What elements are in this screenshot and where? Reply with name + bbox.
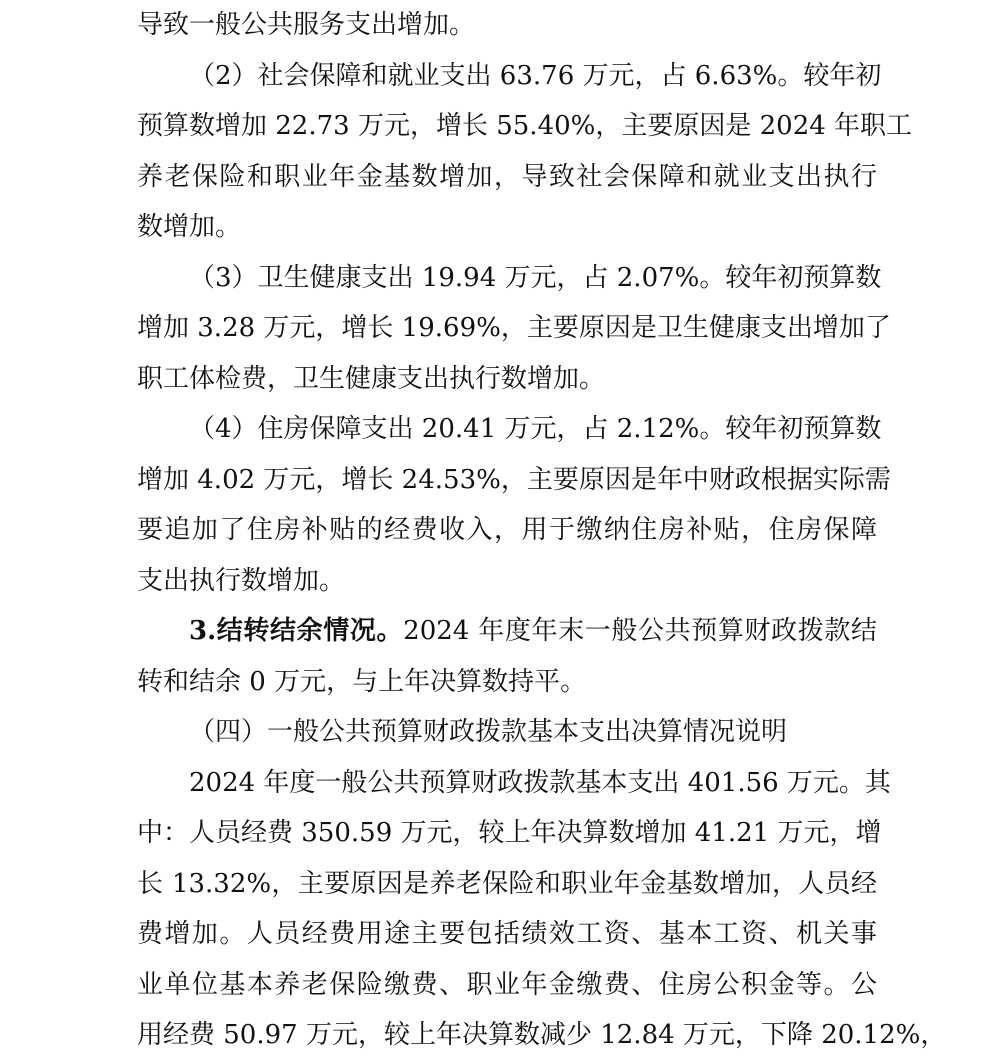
- text-line: [137, 51, 882, 102]
- text-line: [137, 455, 891, 506]
- text-line: [137, 505, 877, 556]
- line-text: 要追加了住房补贴的经费收入，用于缴纳住房补贴，住房保障: [137, 515, 877, 545]
- line-text: 导致一般公共服务支出增加。: [137, 10, 476, 40]
- line-text: （4）住房保障支出 20.41 万元，占 2.12%。较年初预算数: [189, 414, 882, 444]
- text-line: [137, 758, 891, 809]
- text-line: [137, 354, 877, 405]
- line-text: 增加 3.28 万元，增长 19.69%，主要原因是卫生健康支出增加了: [137, 313, 891, 343]
- text-line: [137, 859, 877, 910]
- text-line: [137, 1010, 947, 1061]
- text-line: [137, 202, 877, 253]
- line-text: 2024 年度年末一般公共预算财政拨款结: [403, 616, 877, 646]
- text-line: [137, 606, 877, 657]
- line-text: （3）卫生健康支出 19.94 万元，占 2.07%。较年初预算数: [189, 262, 882, 293]
- section-heading: 3.结转结余情况。: [189, 616, 404, 646]
- line-text-mixed: [137, 606, 877, 657]
- text-line: [137, 101, 913, 152]
- text-line: [137, 404, 882, 455]
- text-line: [137, 253, 882, 304]
- text-line: [137, 808, 882, 859]
- line-text: 支出执行数增加。: [137, 565, 346, 596]
- text-line: [137, 0, 877, 51]
- line-text: （2）社会保障和就业支出 63.76 万元，占 6.63%。较年初: [189, 60, 882, 91]
- line-text: 数增加。: [137, 212, 242, 242]
- line-text: 费增加。人员经费用途主要包括绩效工资、基本工资、机关事: [137, 919, 877, 949]
- line-text: 长 13.32%，主要原因是养老保险和职业年金基数增加，人员经: [137, 868, 877, 899]
- line-text: 中：人员经费 350.59 万元，较上年决算数增加 41.21 万元，增: [137, 818, 882, 848]
- line-text: 养老保险和职业年金基数增加，导致社会保障和就业支出执行: [137, 161, 877, 192]
- text-line: [137, 556, 877, 607]
- section-subheading: （四）一般公共预算财政拨款基本支出决算情况说明: [189, 717, 788, 747]
- text-line: [137, 909, 877, 960]
- text-line: [137, 960, 877, 1011]
- line-text: 用经费 50.97 万元，较上年决算数减少 12.84 万元，下降 20.12%，: [137, 1020, 947, 1050]
- text-line: [137, 152, 877, 203]
- text-line: [137, 707, 877, 758]
- text-line: [137, 303, 891, 354]
- line-text: 增加 4.02 万元，增长 24.53%，主要原因是年中财政根据实际需: [137, 464, 891, 495]
- line-text: 业单位基本养老保险缴费、职业年金缴费、住房公积金等。公: [137, 969, 877, 1000]
- line-text: 职工体检费，卫生健康支出执行数增加。: [137, 363, 606, 394]
- text-line: [137, 657, 877, 708]
- line-text: 2024 年度一般公共预算财政拨款基本支出 401.56 万元。其: [189, 767, 891, 798]
- document-body: [137, 0, 947, 1061]
- line-text: 预算数增加 22.73 万元，增长 55.40%，主要原因是 2024 年职工: [137, 111, 913, 141]
- line-text: 转和结余 0 万元，与上年决算数持平。: [137, 666, 587, 697]
